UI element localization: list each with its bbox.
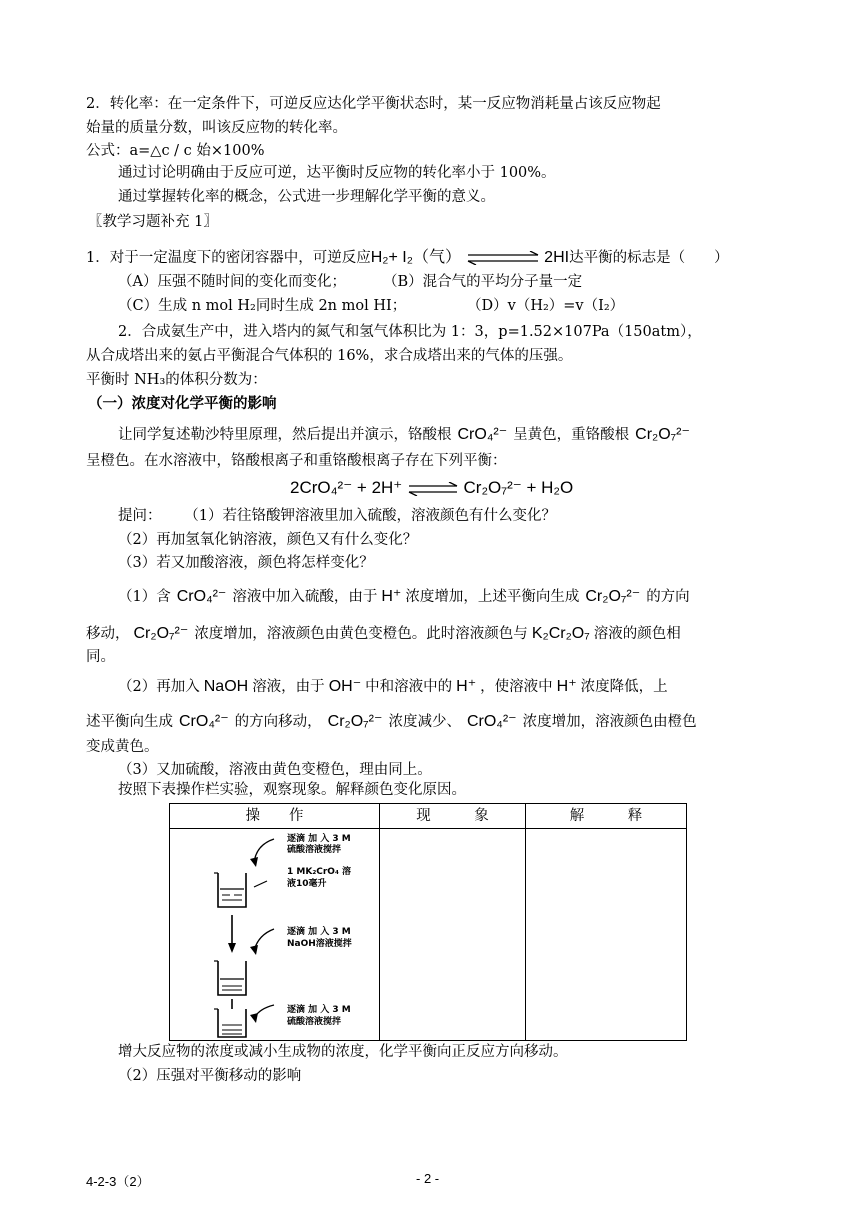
a2-text-c: 中和溶液中的	[365, 679, 453, 695]
question-line1	[118, 506, 556, 526]
equilibrium-arrow-icon	[466, 251, 540, 265]
conversion-definition-line1: 2．转化率：在一定条件下，可逆反应达化学平衡状态时，某一反应物消耗量占该反应物起	[86, 96, 661, 112]
q1-equation-right: 2HI	[544, 249, 570, 266]
step4-label-line1: 逐滴 加 入 3 M	[287, 1005, 351, 1015]
equilibrium-arrow-icon	[407, 482, 459, 496]
a2-text-h: 浓度减少、	[388, 714, 461, 730]
chromate-equilibrium-equation	[290, 478, 573, 499]
nh3-fraction-line: 平衡时 NH₃的体积分数为：	[86, 372, 267, 388]
page-number: - 2 -	[416, 1171, 440, 1186]
equation-left: 2CrO₄²⁻ + 2H⁺	[290, 478, 403, 497]
exercise-q1	[86, 248, 729, 268]
option-c: （C）生成 n mol H₂同时生成 2n mol HI；	[118, 298, 407, 314]
chromate-formula: CrO₄²⁻	[466, 713, 517, 730]
conversion-note2: 通过掌握转化率的概念，公式进一步理解化学平衡的意义。	[118, 189, 495, 205]
next-section-heading: （2）压强对平衡移动的影响	[118, 1068, 302, 1084]
conversion-formula: 公式：a=△c / c 始×100%	[86, 143, 265, 159]
phenomenon-cell	[380, 829, 526, 1041]
a1-text-a: （1）含	[118, 589, 171, 605]
conclusion: 增大反应物的浓度或减小生成物的浓度，化学平衡向正反应方向移动。	[118, 1044, 568, 1060]
chromate-formula: CrO₄²⁻	[179, 713, 229, 730]
option-d: （D）v（H₂）=v（I₂）	[467, 298, 625, 314]
potassium-dichromate-formula: K₂Cr₂O₇	[531, 625, 590, 642]
footer-doc-code: 4-2-3（2）	[86, 1174, 150, 1189]
intro-text-a: 让同学复述勒沙特里原理，然后提出并演示，铬酸根	[118, 427, 452, 443]
hydrogen-ion-formula: H⁺	[456, 678, 477, 695]
header-explanation: 解 释	[526, 804, 687, 829]
dichromate-formula: Cr₂O₇²⁻	[585, 588, 641, 605]
beaker-icon	[214, 1009, 246, 1037]
chromate-formula: CrO₄²⁻	[176, 588, 227, 605]
step4-label-line2: 硫酸溶液搅拌	[287, 1017, 342, 1027]
a1-text-c: 浓度增加，上述平衡向生成	[405, 589, 580, 605]
chromate-formula: CrO₄²⁻	[457, 426, 508, 443]
q1-suffix: 达平衡的标志是（ ）	[569, 250, 729, 266]
explanation-cell	[526, 829, 687, 1041]
option-a: （A）压强不随时间的变化而变化；	[118, 274, 346, 290]
q1-prefix: 1．对于一定温度下的密闭容器中，可逆反应	[86, 250, 371, 266]
step3-label-line1: 逐滴 加 入 3 M	[287, 927, 351, 937]
experiment-table	[169, 803, 687, 1041]
dichromate-formula: Cr₂O₇²⁻	[635, 426, 690, 443]
conversion-note1: 通过讨论明确由于反应可逆，达平衡时反应物的转化率小于 100%。	[118, 165, 556, 181]
a2-text-b: 溶液，由于	[252, 679, 325, 695]
a1-text-g: 溶液的颜色相	[593, 626, 681, 642]
step1-label-line1: 逐滴 加 入 3 M	[287, 834, 351, 844]
a2-text-i: 浓度增加，溶液颜色由橙色	[522, 714, 697, 730]
table-intro: 按照下表操作栏实验，观察现象。解释颜色变化原因。	[118, 782, 466, 798]
beaker-icon	[214, 961, 246, 995]
table-header-row	[170, 804, 687, 829]
pointer-line-icon	[254, 881, 267, 887]
table-body-row	[170, 829, 687, 1041]
hydrogen-ion-formula: H⁺	[381, 588, 402, 605]
a1-text-f: 浓度增加，溶液颜色由黄色变橙色。此时溶液颜色与	[194, 626, 528, 642]
step2-label-line2: 液10毫升	[287, 879, 327, 889]
answer1-line3: 同。	[86, 649, 115, 665]
conversion-definition-line2: 始量的质量分数，叫该反应物的转化率。	[86, 120, 347, 136]
step2-label-line1: 1 MK₂CrO₄ 溶	[287, 867, 352, 877]
answer1-line2	[86, 624, 681, 644]
step1-label-line2: 硫酸溶液搅拌	[287, 845, 342, 855]
operation-diagram-cell	[170, 829, 380, 1041]
hydrogen-ion-formula: H⁺	[556, 678, 577, 695]
dichromate-formula: Cr₂O₇²⁻	[133, 625, 189, 642]
intro-text-b: 呈黄色，重铬酸根	[513, 427, 630, 443]
answer2-line1	[118, 677, 668, 697]
intro-line1	[118, 425, 690, 445]
answer3: （3）又加硫酸，溶液由黄色变橙色，理由同上。	[118, 762, 432, 778]
answer1-line1	[118, 587, 690, 607]
a2-text-f: 述平衡向生成	[86, 714, 173, 730]
exercise-q2-line1: 2．合成氨生产中，进入塔内的氮气和氢气体积比为 1：3，p=1.52×107Pa（150atm），	[118, 324, 702, 340]
a2-text-e: 浓度降低，上	[580, 679, 668, 695]
question-1: （1）若往铬酸钾溶液里加入硫酸，溶液颜色有什么变化？	[191, 508, 556, 524]
option-b: （B）混合气的平均分子量一定	[383, 274, 583, 290]
header-operation: 操 作	[170, 804, 380, 829]
a1-text-e: 移动，	[86, 626, 130, 642]
answer2-line2	[86, 712, 697, 732]
header-phenomenon: 现 象	[380, 804, 526, 829]
question-3: （3）若又加酸溶液，颜色将怎样变化？	[118, 555, 374, 571]
naoh-formula: NaOH	[203, 678, 249, 695]
step3-label-line2: NaOH溶液搅拌	[287, 939, 352, 949]
equation-right: Cr₂O₇²⁻ + H₂O	[463, 478, 574, 497]
dichromate-formula: Cr₂O₇²⁻	[327, 713, 383, 730]
a2-text-g: 的方向移动，	[234, 714, 322, 730]
a1-text-b: 溶液中加入硫酸，由于	[232, 589, 378, 605]
a2-text-a: （2）再加入	[118, 679, 200, 695]
a2-text-d: ，使溶液中	[480, 679, 553, 695]
q1-equation-left: H₂+ I₂（气）	[370, 249, 461, 266]
question-2: （2）再加氢氧化钠溶液，颜色又有什么变化？	[118, 532, 418, 548]
section-heading-concentration: （一）浓度对化学平衡的影响	[88, 396, 277, 412]
question-intro: 提问：	[118, 508, 162, 524]
exercise-q2-line2: 从合成塔出来的氨占平衡混合气体积的 16%，求合成塔出来的气体的压强。	[86, 348, 573, 364]
a1-text-d: 的方向	[646, 589, 690, 605]
answer2-line3: 变成黄色。	[86, 739, 159, 755]
exercise-heading: 〖教学习题补充 1〗	[88, 214, 218, 230]
beaker-icon	[214, 873, 246, 907]
intro-line2: 呈橙色。在水溶液中，铬酸根离子和重铬酸根离子存在下列平衡：	[86, 453, 507, 469]
hydroxide-formula: OH⁻	[328, 678, 362, 695]
